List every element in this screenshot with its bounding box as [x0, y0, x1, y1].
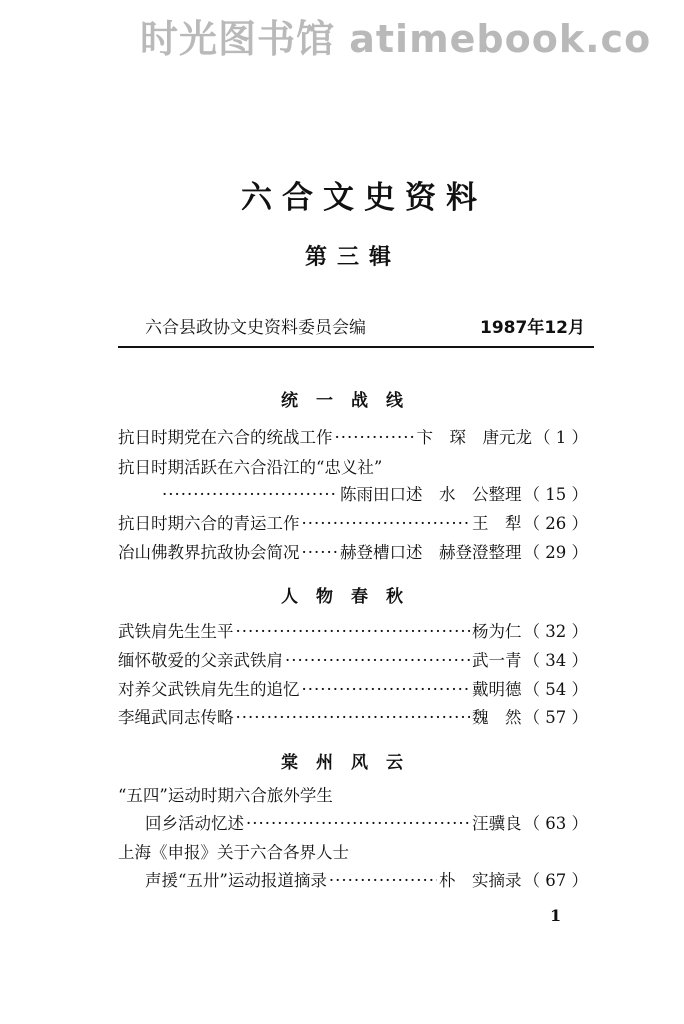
leader-dots — [335, 426, 415, 450]
entry-title-line1: 抗日时期活跃在六合沿江的“忠义社” — [118, 458, 383, 477]
entry-page: （ 15 ） — [523, 485, 588, 504]
toc-entry[interactable] — [118, 541, 588, 565]
entry-title-line1: “五四”运动时期六合旅外学生 — [118, 786, 333, 805]
leader-dots — [329, 869, 437, 893]
entry-page: （ 54 ） — [523, 680, 588, 699]
entry-title: 抗日时期六合的青运工作 — [118, 514, 300, 533]
leader-dots — [236, 620, 471, 644]
entry-title: 声援“五卅”运动报道摘录 — [145, 871, 327, 890]
entry-author: 王 犁 — [472, 514, 522, 533]
entry-author: 陈雨田口述 水 公整理 — [340, 485, 522, 504]
entry-author: 魏 然 — [472, 708, 522, 727]
editor-credit: 六合县政协文史资料委员会编 — [145, 318, 366, 338]
toc-entry[interactable] — [160, 483, 588, 507]
entry-title: 武铁肩先生生平 — [118, 622, 234, 641]
entry-author: 卞 琛 唐元龙 — [416, 428, 532, 447]
entry-author: 朴 实摘录 — [439, 871, 522, 890]
leader-dots — [246, 812, 470, 836]
entry-page: （ 29 ） — [523, 543, 588, 562]
leader-dots — [162, 483, 338, 507]
entry-page: （ 63 ） — [523, 814, 588, 833]
entry-title: 回乡活动忆述 — [145, 814, 244, 833]
entry-title: 缅怀敬爱的父亲武铁肩 — [118, 651, 283, 670]
toc-entry[interactable] — [118, 512, 588, 536]
entry-author: 戴明德 — [472, 680, 522, 699]
entry-title: 冶山佛教界抗敌协会简况 — [118, 543, 300, 562]
entry-title: 对养父武铁肩先生的追忆 — [118, 680, 300, 699]
volume-label: 第三辑 — [304, 244, 401, 270]
header-rule — [118, 346, 594, 348]
toc-entry[interactable] — [118, 620, 588, 644]
leader-dots — [236, 706, 471, 730]
entry-author: 赫登槽口述 赫登澄整理 — [340, 543, 522, 562]
entry-page: （ 34 ） — [523, 651, 588, 670]
toc-entry[interactable] — [118, 706, 588, 730]
leader-dots — [302, 678, 471, 702]
publication-date: 1987年12月 — [480, 318, 585, 338]
entry-page: （ 26 ） — [523, 514, 588, 533]
book-title: 六合文史资料 — [241, 180, 487, 216]
page-number: 1 — [550, 906, 562, 925]
toc-entry[interactable] — [145, 812, 588, 836]
leader-dots — [302, 541, 339, 565]
toc-entry[interactable] — [118, 678, 588, 702]
entry-page: （ 57 ） — [523, 708, 588, 727]
section-heading-biographies: 人物春秋 — [281, 587, 421, 607]
entry-title-line1: 上海《申报》关于六合各界人士 — [118, 843, 349, 862]
leader-dots — [285, 649, 470, 673]
watermark: 时光图书馆 atimebook.co — [140, 17, 652, 61]
entry-page: （ 1 ） — [534, 428, 588, 447]
leader-dots — [302, 512, 471, 536]
entry-title: 李绳武同志传略 — [118, 708, 234, 727]
entry-author: 汪骥良 — [472, 814, 522, 833]
toc-entry[interactable] — [118, 426, 588, 450]
section-heading-local-events: 棠州风云 — [281, 753, 421, 773]
entry-author: 杨为仁 — [472, 622, 522, 641]
entry-page: （ 32 ） — [523, 622, 588, 641]
entry-title: 抗日时期党在六合的统战工作 — [118, 428, 333, 447]
toc-entry[interactable] — [118, 649, 588, 673]
toc-entry[interactable] — [145, 869, 588, 893]
entry-page: （ 67 ） — [523, 871, 588, 890]
entry-author: 武一青 — [472, 651, 522, 670]
section-heading-united-front: 统一战线 — [281, 391, 421, 411]
